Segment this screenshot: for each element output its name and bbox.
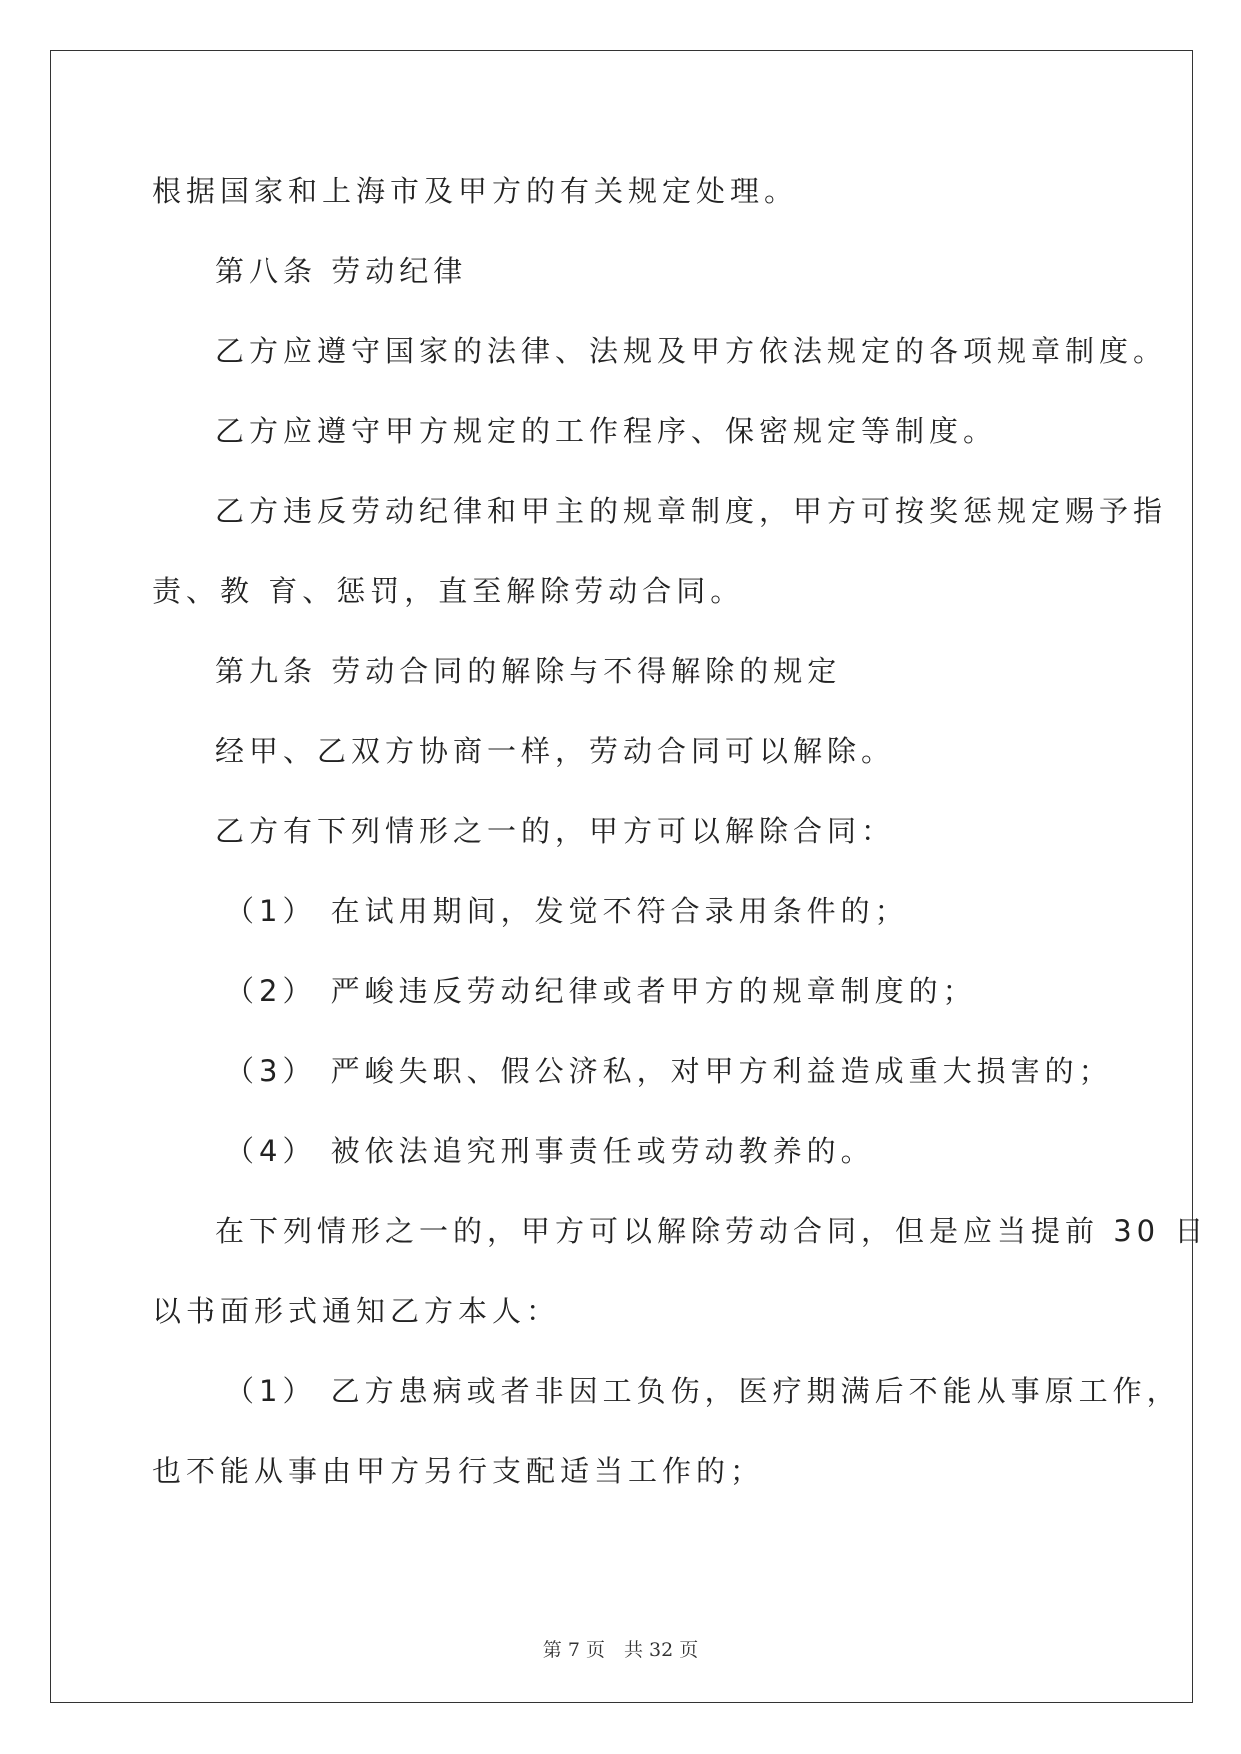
page-number: 第 7 页 共 32 页 bbox=[542, 1639, 699, 1661]
paragraph-line: 经甲、乙双方协商一样，劳动合同可以解除。 bbox=[215, 734, 896, 768]
paragraph-line: 乙方应遵守甲方规定的工作程序、保密规定等制度。 bbox=[215, 414, 998, 448]
list-item: （4） 被依法追究刑事责任或劳动教养的。 bbox=[225, 1134, 875, 1168]
paragraph-line: 也不能从事由甲方另行支配适当工作的； bbox=[152, 1454, 765, 1488]
paragraph-line: 乙方应遵守国家的法律、法规及甲方依法规定的各项规章制度。 bbox=[215, 334, 1168, 368]
list-item: （2） 严峻违反劳动纪律或者甲方的规章制度的； bbox=[225, 974, 977, 1008]
article-heading: 第八条 劳动纪律 bbox=[215, 254, 468, 288]
paragraph-line: 在下列情形之一的，甲方可以解除劳动合同，但是应当提前 30 日 bbox=[215, 1214, 1209, 1248]
paragraph-line: 乙方有下列情形之一的，甲方可以解除合同： bbox=[215, 814, 896, 848]
list-item: （1） 在试用期间，发觉不符合录用条件的； bbox=[225, 894, 909, 928]
paragraph-line: 根据国家和上海市及甲方的有关规定处理。 bbox=[152, 174, 799, 208]
list-item: （3） 严峻失职、假公济私，对甲方利益造成重大损害的； bbox=[225, 1054, 1113, 1088]
paragraph-line: 责、教 育、惩罚，直至解除劳动合同。 bbox=[152, 574, 745, 608]
article-heading: 第九条 劳动合同的解除与不得解除的规定 bbox=[215, 654, 842, 688]
paragraph-line: 以书面形式通知乙方本人： bbox=[152, 1294, 561, 1328]
list-item: （1） 乙方患病或者非因工负伤，医疗期满后不能从事原工作， bbox=[225, 1374, 1181, 1408]
paragraph-line: 乙方违反劳动纪律和甲主的规章制度，甲方可按奖惩规定赐予指 bbox=[215, 494, 1168, 528]
